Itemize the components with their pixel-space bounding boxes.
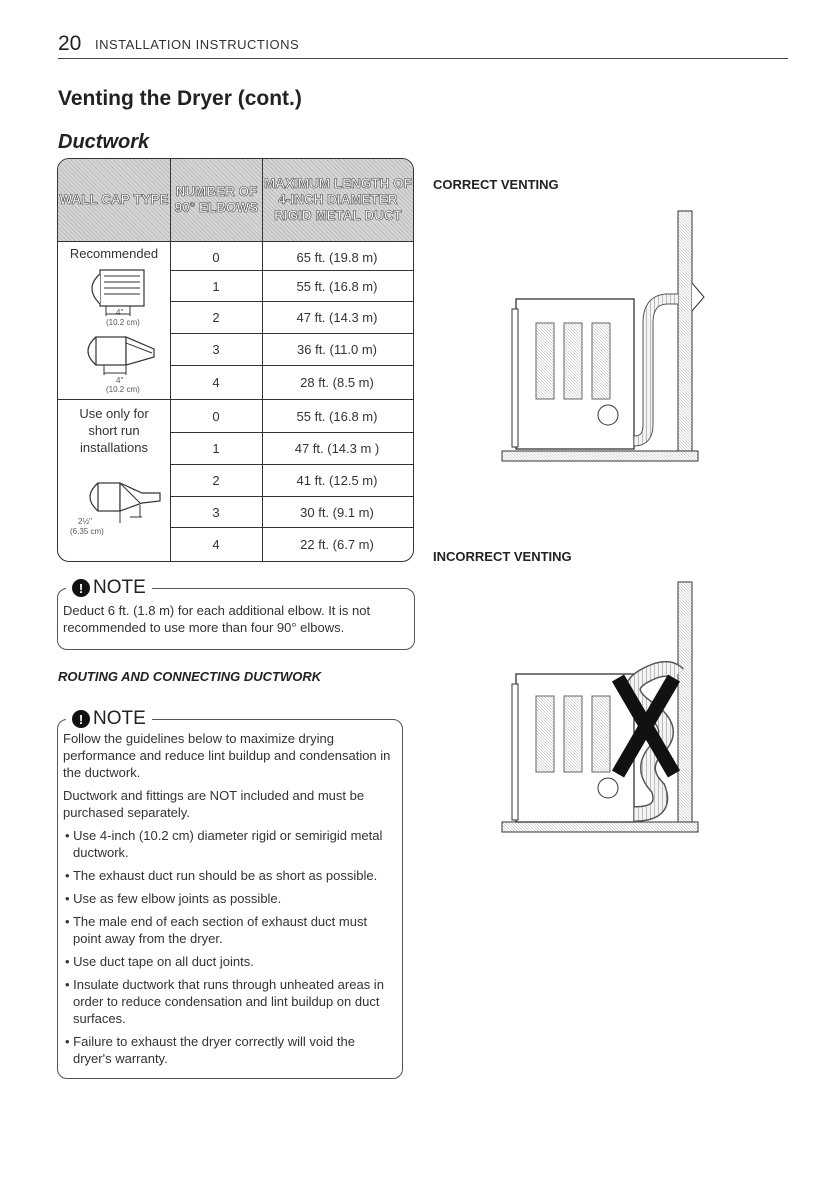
guideline-bullet: • Use 4-inch (10.2 cm) diameter rigid or semirigid metal ductwork. — [65, 828, 383, 860]
vent-length-table — [57, 158, 414, 562]
warning-icon: ! — [72, 579, 90, 597]
header-max-length: MAXIMUM LENGTH OF 4-INCH DIAMETER RIGID METAL DUCT — [263, 159, 413, 241]
warning-icon: ! — [72, 710, 90, 728]
note-text: Deduct 6 ft. (1.8 m) for each additional elbow. It is not recommended to use more than four 90° elbows. — [63, 603, 371, 635]
guideline-bullet: • Insulate ductwork that runs through unheated areas in order to reduce condensation and lint buildup on duct surfaces. — [65, 977, 384, 1026]
dim-metric: (6.35 cm) — [70, 527, 104, 536]
guideline-paragraph: Follow the guidelines below to maximize drying performance and reduce lint buildup and condensation in the ductwork. — [63, 731, 391, 780]
incorrect-venting-diagram — [498, 578, 718, 840]
guideline-bullet: • Use as few elbow joints as possible. — [65, 891, 282, 906]
guideline-bullet: • Failure to exhaust the dryer correctly will void the dryer's warranty. — [65, 1034, 355, 1066]
guidelines-text — [63, 730, 397, 1073]
row-divider — [58, 241, 413, 242]
length-cell: 47 ft. (14.3 m) — [296, 310, 378, 325]
elbows-cell: 1 — [212, 441, 220, 456]
correct-venting-heading: CORRECT VENTING — [433, 177, 559, 192]
dim-label: 4" — [116, 308, 124, 317]
length-cell: 55 ft. (16.8 m) — [296, 279, 378, 294]
section-header: INSTALLATION INSTRUCTIONS — [95, 37, 300, 52]
length-cell: 41 ft. (12.5 m) — [296, 473, 378, 488]
elbows-cell: 4 — [212, 375, 220, 390]
length-cell: 28 ft. (8.5 m) — [300, 375, 374, 390]
length-cell: 55 ft. (16.8 m) — [296, 408, 378, 424]
elbows-cell: 2 — [212, 473, 220, 488]
dim-metric: (10.2 cm) — [106, 318, 140, 327]
note-heading: ! NOTE — [66, 708, 152, 730]
guideline-paragraph: Ductwork and fittings are NOT included and must be purchased separately. — [63, 788, 365, 820]
dim-metric: (10.2 cm) — [106, 385, 140, 394]
header-elbows: NUMBER OF 90° ELBOWS — [171, 159, 262, 241]
page-number: 20 — [58, 32, 82, 55]
guideline-bullet: • The exhaust duct run should be as short as possible. — [65, 868, 378, 883]
elbows-cell: 4 — [212, 537, 220, 552]
elbows-cell: 1 — [212, 279, 220, 294]
header-rule — [58, 58, 788, 59]
length-cell: 30 ft. (9.1 m) — [300, 504, 374, 520]
group-short-run-label: Use only for short run installations — [79, 406, 149, 455]
note-heading: ! NOTE — [66, 577, 152, 599]
guideline-bullet: • Use duct tape on all duct joints. — [65, 954, 254, 969]
incorrect-venting-heading: INCORRECT VENTING — [433, 549, 572, 564]
length-cell: 47 ft. (14.3 m ) — [294, 441, 380, 456]
dim-label: 2½" — [78, 517, 92, 526]
length-cell: 36 ft. (11.0 m) — [297, 342, 377, 357]
guideline-bullet: • The male end of each section of exhaust duct must point away from the dryer. — [65, 914, 368, 946]
elbows-cell: 3 — [212, 504, 220, 520]
length-cell: 65 ft. (19.8 m) — [296, 249, 378, 265]
subtitle: Ductwork — [58, 131, 150, 153]
group-recommended-label: Recommended — [69, 246, 159, 261]
length-cell: 22 ft. (6.7 m) — [300, 537, 374, 552]
routing-title: ROUTING AND CONNECTING DUCTWORK — [58, 669, 322, 684]
elbows-cell: 0 — [212, 408, 220, 424]
box-wall-cap-icon — [80, 266, 150, 326]
header-wall-cap-type: WALL CAP TYPE — [58, 159, 170, 241]
elbows-cell: 3 — [212, 342, 220, 357]
dim-label: 4" — [116, 376, 124, 385]
page-title: Venting the Dryer (cont.) — [58, 87, 302, 110]
elbows-cell: 2 — [212, 310, 220, 325]
elbows-cell: 0 — [212, 249, 220, 265]
correct-venting-diagram — [498, 205, 718, 467]
